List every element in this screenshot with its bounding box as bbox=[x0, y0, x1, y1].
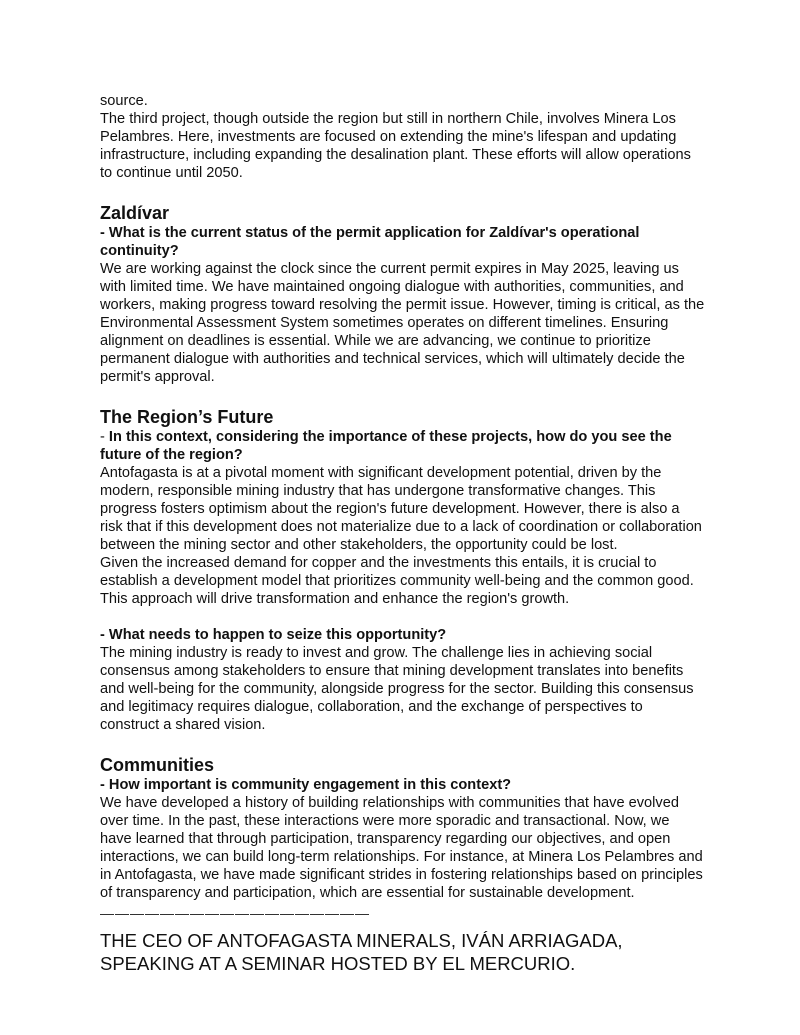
question-dash: - bbox=[100, 429, 109, 445]
signature-block bbox=[100, 929, 705, 975]
future-question bbox=[100, 428, 705, 464]
future-answer-2: Given the increased demand for copper and the investments this entails, it is crucial to establish a development model that prioritizes community well-being and the common good. This approach will drive transformation and enhance the region's growth. bbox=[100, 555, 694, 607]
zaldivar-heading: Zaldívar bbox=[100, 203, 170, 223]
communities-answer: We have developed a history of building relationships with communities that have evolved over time. In the past, these interactions were more sporadic and transactional. Now, we have learned that through participation, transparency regarding our objectives, and open interactions, we can build long-term relationships. For instance, at Minera Los Pelambres and in Antofagasta, we have made significant strides in fostering relationships based on principles of transparency and participation, which are essential for sustainable development. bbox=[100, 795, 703, 901]
zaldivar-answer: We are working against the clock since the current permit expires in May 2025, leaving us with limited time. We have maintained ongoing dialogue with authorities, communities, and workers, making progress toward resolving the permit issue. However, timing is critical, as the Environmental Assessment System sometimes operates on different timelines. Ensuring alignment on deadlines is essential. While we are advancing, we continue to prioritize permanent dialogue with authorities and technical services, which will ultimately decide the permit's approval. bbox=[100, 261, 705, 385]
signature-line-1: THE CEO OF ANTOFAGASTA MINERALS, IVÁN ARRIAGADA, bbox=[100, 930, 623, 951]
intro-fragment: source. bbox=[100, 93, 148, 109]
communities-heading: Communities bbox=[100, 755, 215, 775]
future-heading: The Region’s Future bbox=[100, 407, 274, 427]
future-answer-1: Antofagasta is at a pivotal moment with significant development potential, driven by the modern, responsible mining industry that has undergone transformative changes. This progress fosters optimism about the region's future development. However, there is also a risk that if this development does not materialize due to a lack of coordination or collaboration between the mining sector and other stakeholders, the opportunity could be lost. bbox=[100, 465, 702, 553]
future-question-text: In this context, considering the importance of these projects, how do you see the future of the region? bbox=[100, 429, 672, 463]
zaldivar-question: - What is the current status of the permit application for Zaldívar's operational continuity? bbox=[100, 225, 640, 259]
opportunity-answer: The mining industry is ready to invest and grow. The challenge lies in achieving social consensus among stakeholders to ensure that mining development translates into benefits and well-being for the community, alongside progress for the sector. Building this consensus and legitimacy requires dialogue, collaboration, and the exchange of perspectives to construct a shared vision. bbox=[100, 645, 694, 733]
separator-line: —————————————————— bbox=[100, 905, 370, 921]
opportunity-question: - What needs to happen to seize this opportunity? bbox=[100, 627, 447, 643]
communities-section bbox=[100, 754, 705, 902]
signature-line-2: SPEAKING AT A SEMINAR HOSTED BY EL MERCURIO. bbox=[100, 953, 576, 974]
zaldivar-section bbox=[100, 202, 705, 386]
communities-question: - How important is community engagement in this context? bbox=[100, 777, 512, 793]
intro-paragraph: The third project, though outside the region but still in northern Chile, involves Minera Los Pelambres. Here, investments are focused on extending the mine's lifespan and updating infrastructure, including expanding the desalination plant. These efforts will allow operations to continue until 2050. bbox=[100, 111, 691, 181]
intro-section bbox=[100, 92, 705, 182]
future-section bbox=[100, 406, 705, 734]
document-page bbox=[100, 92, 705, 975]
